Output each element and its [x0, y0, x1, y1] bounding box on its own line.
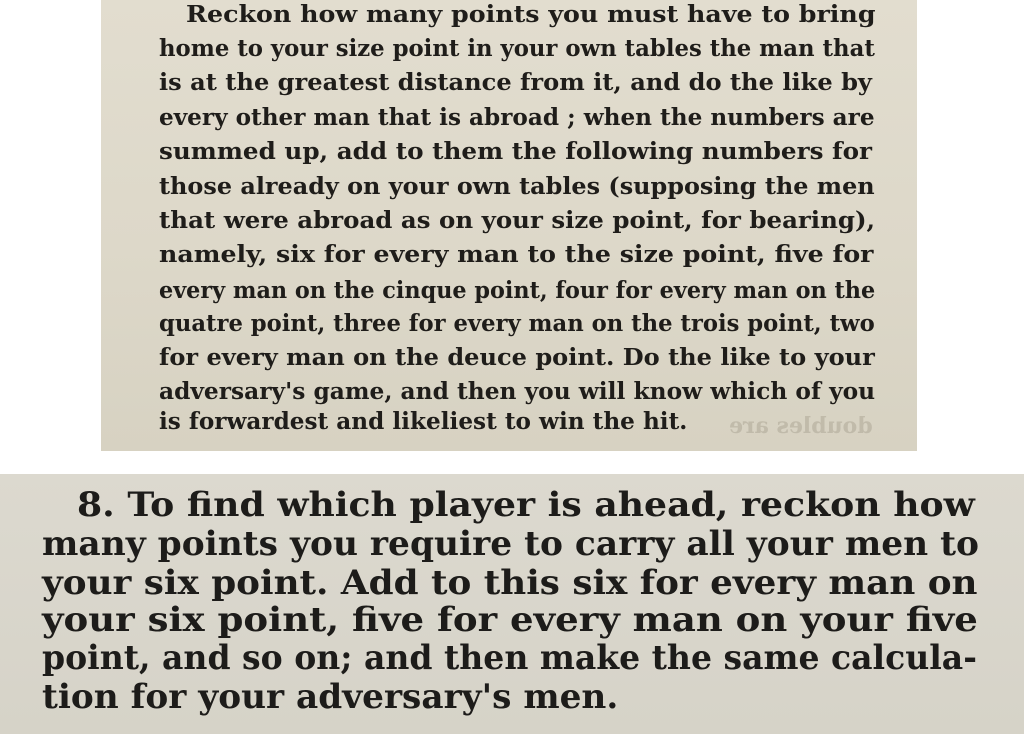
bottom-line-1: 8. To find which player is ahead, reckon how	[77, 485, 975, 525]
top-line-7: that were abroad as on your size point, for bearing),	[159, 206, 876, 234]
top-line-13: is forwardest and likeliest to win the hit.	[159, 407, 688, 435]
top-page-excerpt	[101, 0, 917, 451]
top-line-5: summed up, add to them the following numbers for	[159, 137, 873, 165]
top-line-3: is at the greatest distance from it, and do the like by	[159, 68, 872, 96]
top-line-1: Reckon how many points you must have to bring	[186, 0, 876, 28]
top-line-2: home to your size point in your own tables the man that	[159, 34, 875, 62]
bottom-line-4: your six point, five for every man on your five	[42, 600, 978, 640]
top-line-12: adversary's game, and then you will know which of you	[159, 377, 876, 405]
bottom-line-5: point, and so on; and then make the same calcula-	[42, 638, 977, 678]
bottom-line-3: your six point. Add to this six for every man on	[42, 563, 978, 603]
bottom-page-excerpt	[0, 474, 1024, 734]
bleed-through-text: doubles are	[729, 413, 873, 439]
top-line-9: every man on the cinque point, four for every man on the	[159, 276, 876, 304]
bottom-line-2: many points you require to carry all your men to	[42, 524, 979, 564]
top-line-11: for every man on the deuce point. Do the like to your	[159, 343, 875, 371]
bottom-line-6: tion for your adversary's men.	[42, 677, 619, 717]
top-line-10: quatre point, three for every man on the trois point, two	[159, 309, 875, 337]
top-line-8: namely, six for every man to the size point, five for	[159, 240, 874, 268]
top-line-4: every other man that is abroad ; when the numbers are	[159, 103, 875, 131]
top-line-6: those already on your own tables (supposing the men	[159, 172, 875, 200]
